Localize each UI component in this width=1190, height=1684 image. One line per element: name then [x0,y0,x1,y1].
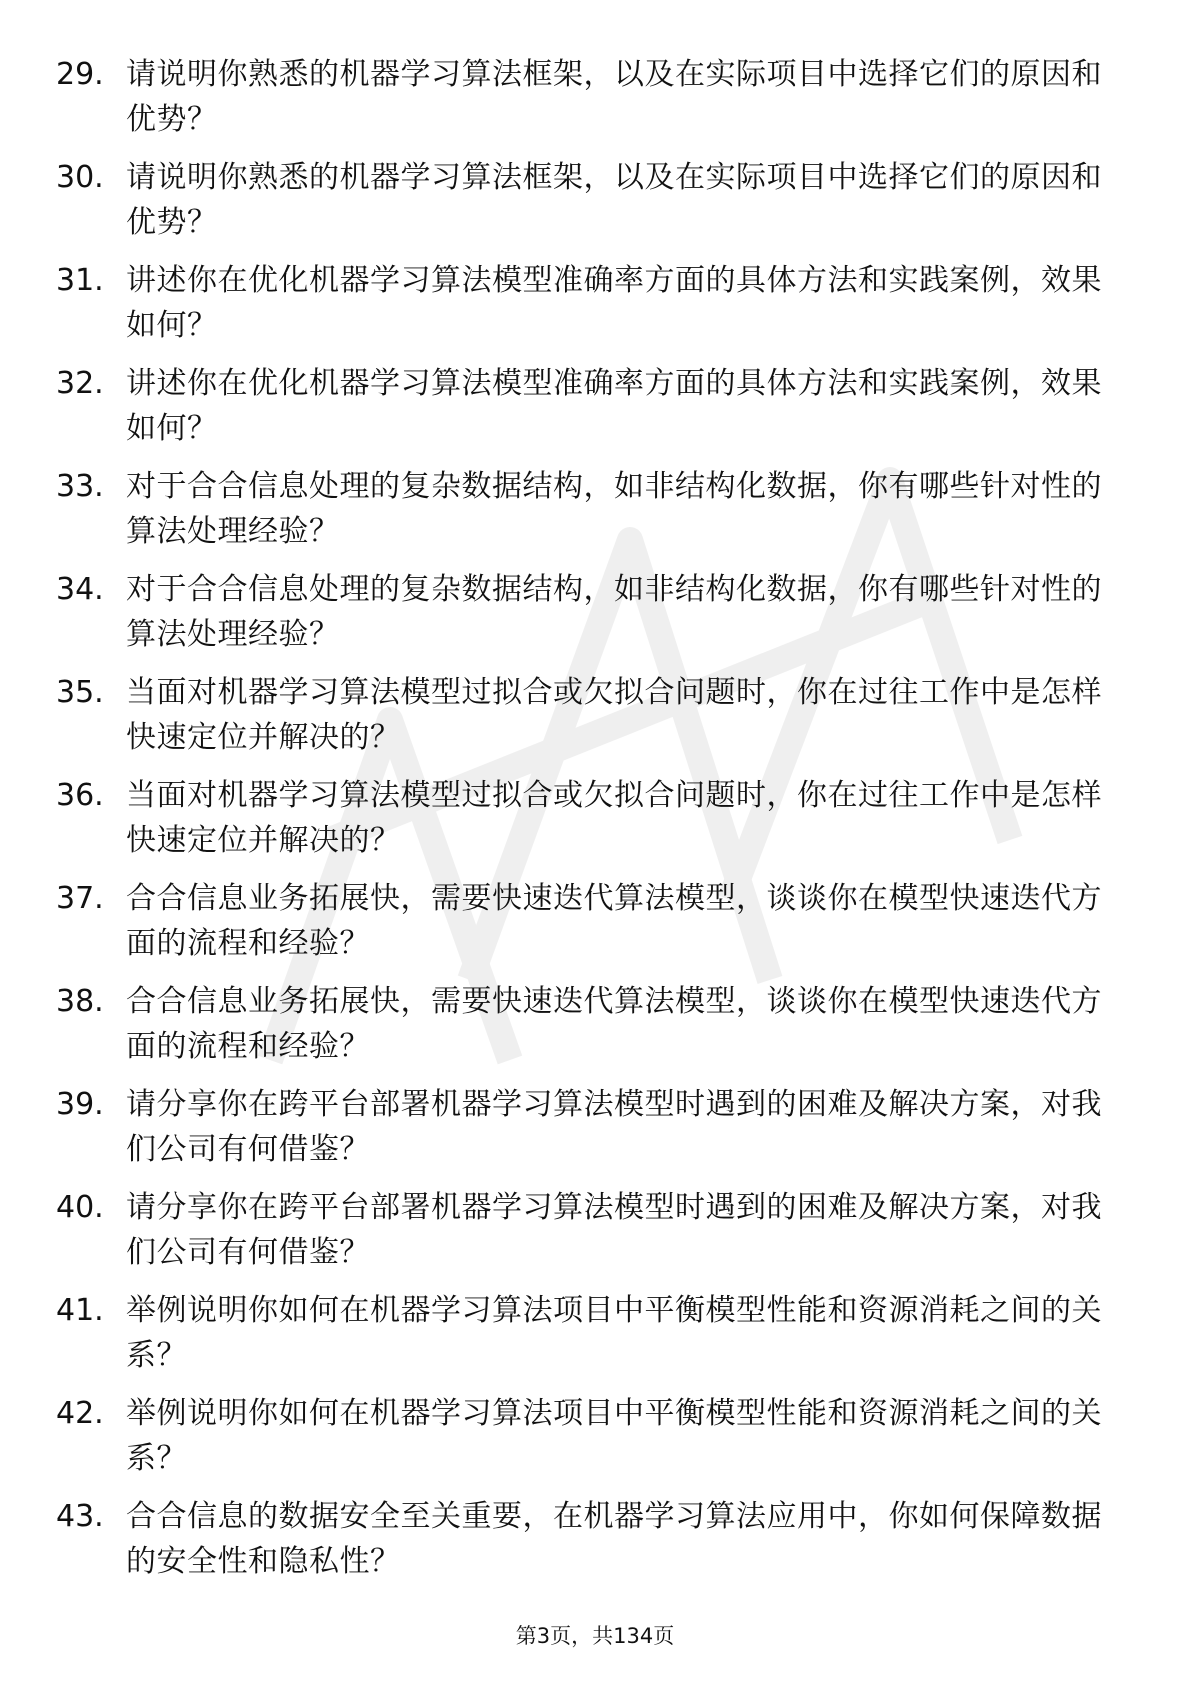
page-footer [0,1620,1190,1650]
question-number: 30. [56,160,104,195]
page-number-label: 第3页，共134页 [515,1624,675,1648]
question-number: 32. [56,366,104,401]
question-item [56,1288,1116,1391]
question-number: 37. [56,881,104,916]
question-list [56,52,1116,1597]
question-text: 讲述你在优化机器学习算法模型准确率方面的具体方法和实践案例，效果如何？ [126,366,1102,446]
question-text: 对于合合信息处理的复杂数据结构，如非结构化数据，你有哪些针对性的算法处理经验？ [126,572,1102,652]
question-text: 举例说明你如何在机器学习算法项目中平衡模型性能和资源消耗之间的关系？ [126,1396,1102,1476]
question-number: 38. [56,984,104,1019]
question-item [56,1391,1116,1494]
question-item [56,773,1116,876]
question-text: 合合信息业务拓展快，需要快速迭代算法模型，谈谈你在模型快速迭代方面的流程和经验？ [126,984,1102,1064]
question-number: 43. [56,1499,104,1534]
question-number: 29. [56,57,104,92]
question-text: 请分享你在跨平台部署机器学习算法模型时遇到的困难及解决方案，对我们公司有何借鉴？ [126,1087,1102,1167]
question-number: 39. [56,1087,104,1122]
question-text: 当面对机器学习算法模型过拟合或欠拟合问题时，你在过往工作中是怎样快速定位并解决的？ [126,778,1102,858]
question-number: 31. [56,263,104,298]
question-item [56,52,1116,155]
question-number: 42. [56,1396,104,1431]
question-item [56,155,1116,258]
question-text: 请说明你熟悉的机器学习算法框架，以及在实际项目中选择它们的原因和优势？ [126,57,1102,137]
question-text: 请说明你熟悉的机器学习算法框架，以及在实际项目中选择它们的原因和优势？ [126,160,1102,240]
question-number: 36. [56,778,104,813]
question-number: 34. [56,572,104,607]
question-text: 当面对机器学习算法模型过拟合或欠拟合问题时，你在过往工作中是怎样快速定位并解决的？ [126,675,1102,755]
question-text: 合合信息业务拓展快，需要快速迭代算法模型，谈谈你在模型快速迭代方面的流程和经验？ [126,881,1102,961]
question-text: 请分享你在跨平台部署机器学习算法模型时遇到的困难及解决方案，对我们公司有何借鉴？ [126,1190,1102,1270]
question-text: 举例说明你如何在机器学习算法项目中平衡模型性能和资源消耗之间的关系？ [126,1293,1102,1373]
question-item [56,258,1116,361]
question-item [56,567,1116,670]
question-number: 35. [56,675,104,710]
question-text: 讲述你在优化机器学习算法模型准确率方面的具体方法和实践案例，效果如何？ [126,263,1102,343]
question-text: 合合信息的数据安全至关重要，在机器学习算法应用中，你如何保障数据的安全性和隐私性？ [126,1499,1102,1579]
question-text: 对于合合信息处理的复杂数据结构，如非结构化数据，你有哪些针对性的算法处理经验？ [126,469,1102,549]
question-item [56,979,1116,1082]
question-item [56,464,1116,567]
question-number: 33. [56,469,104,504]
question-number: 41. [56,1293,104,1328]
question-number: 40. [56,1190,104,1225]
question-item [56,1494,1116,1597]
question-item [56,876,1116,979]
question-item [56,1185,1116,1288]
question-item [56,1082,1116,1185]
question-item [56,670,1116,773]
question-item [56,361,1116,464]
